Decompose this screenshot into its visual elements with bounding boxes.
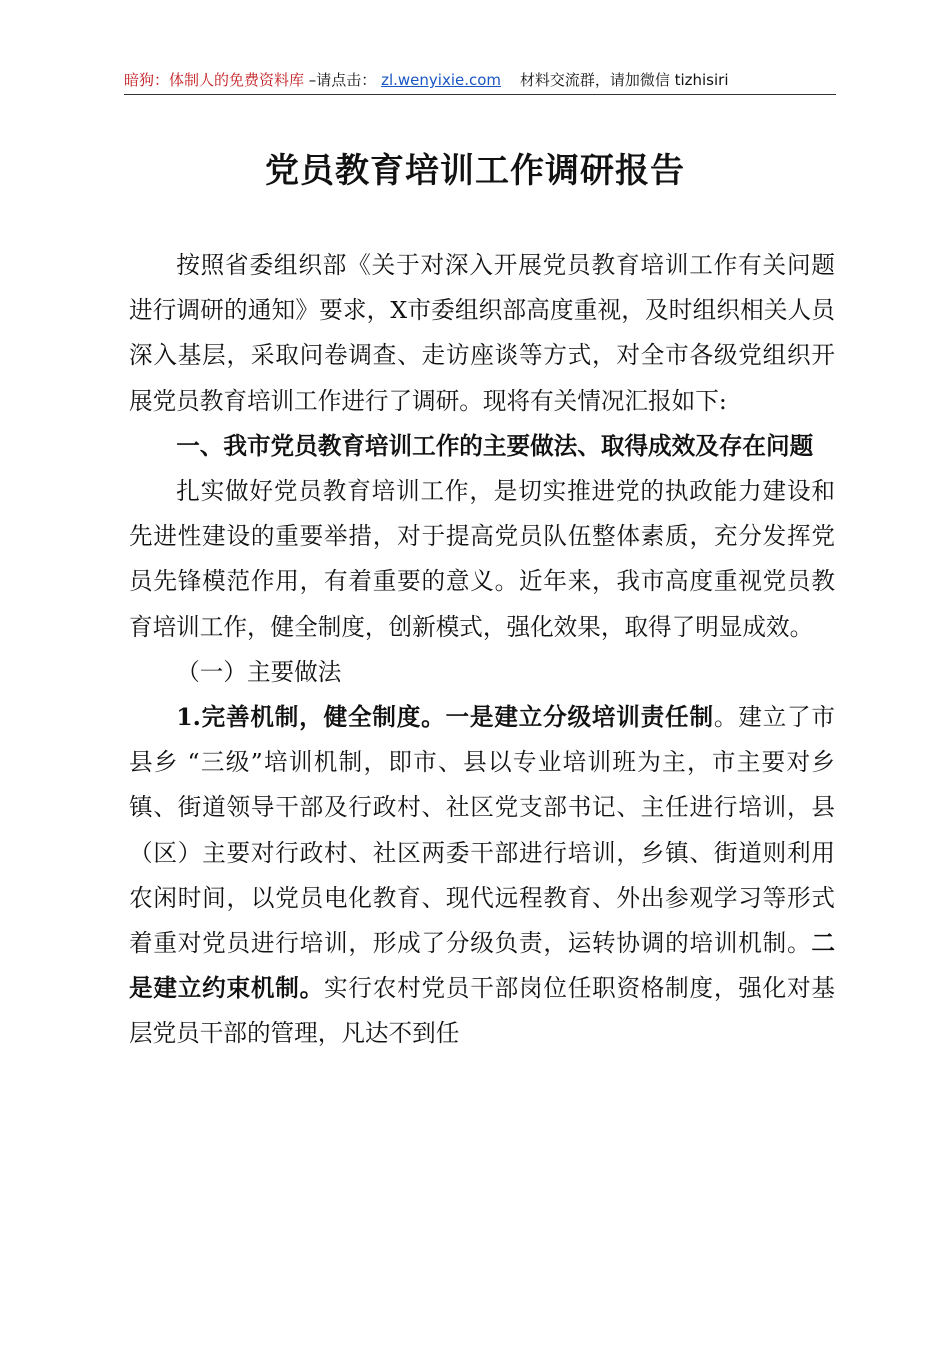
- item-1-text-a: 。建立了市县乡 “三级”培训机制，即市、县以专业培训班为主，市主要对乡镇、街道领导干部及行政村、社区党支部书记、主任进行培训，县（区）主要对行政村、社区两委干部进行培训，乡镇、街道则利用农闲时间，以党员电化教育、现代远程教育、外出参观学习等形式着重对党员进行培训，形成了分级负责，运转协调的培训机制。: [129, 703, 836, 958]
- item-1-point-a: 一是建立分级培训责任制: [445, 703, 714, 732]
- header-divider: [124, 94, 836, 95]
- page-header: [124, 68, 836, 92]
- subsection-heading-1: （一）主要做法: [176, 657, 342, 686]
- header-contact: 材料交流群，请加微信 tizhisiri: [519, 71, 729, 89]
- item-1-text-b: 实行农村党员干部岗位任职资格制度，强化对基层党员干部的管理，凡达不到任: [129, 974, 836, 1048]
- intro-paragraph: 按照省委组织部《关于对深入开展党员教育培训工作有关问题进行调研的通知》要求，X市委组织部高度重视，及时组织相关人员深入基层，采取问卷调查、走访座谈等方式，对全市各级党组织开展党员教育培训工作进行了调研。现将有关情况汇报如下:: [129, 251, 835, 415]
- header-brand: 暗狗：体制人的免费资料库: [124, 71, 305, 89]
- item-1-paragraph: [129, 695, 835, 1057]
- header-prompt: –请点击：: [308, 71, 377, 89]
- section-1-paragraph: 扎实做好党员教育培训工作，是切实推进党的执政能力建设和先进性建设的重要举措，对于提高党员队伍整体素质，充分发挥党员先锋模范作用，有着重要的意义。近年来，我市高度重视党员教育培训工作，健全制度，创新模式，强化效果，取得了明显成效。: [129, 477, 835, 641]
- item-1-point-b: 二是建立约束机制。: [129, 929, 835, 1003]
- document-title: 党员教育培训工作调研报告: [265, 151, 685, 191]
- document-body: [129, 243, 835, 1057]
- item-1-lead: 1.完善机制，健全制度。: [176, 703, 446, 732]
- section-heading-1: 一、我市党员教育培训工作的主要做法、取得成效及存在问题: [176, 431, 814, 460]
- header-link[interactable]: zl.wenyixie.com: [381, 71, 502, 89]
